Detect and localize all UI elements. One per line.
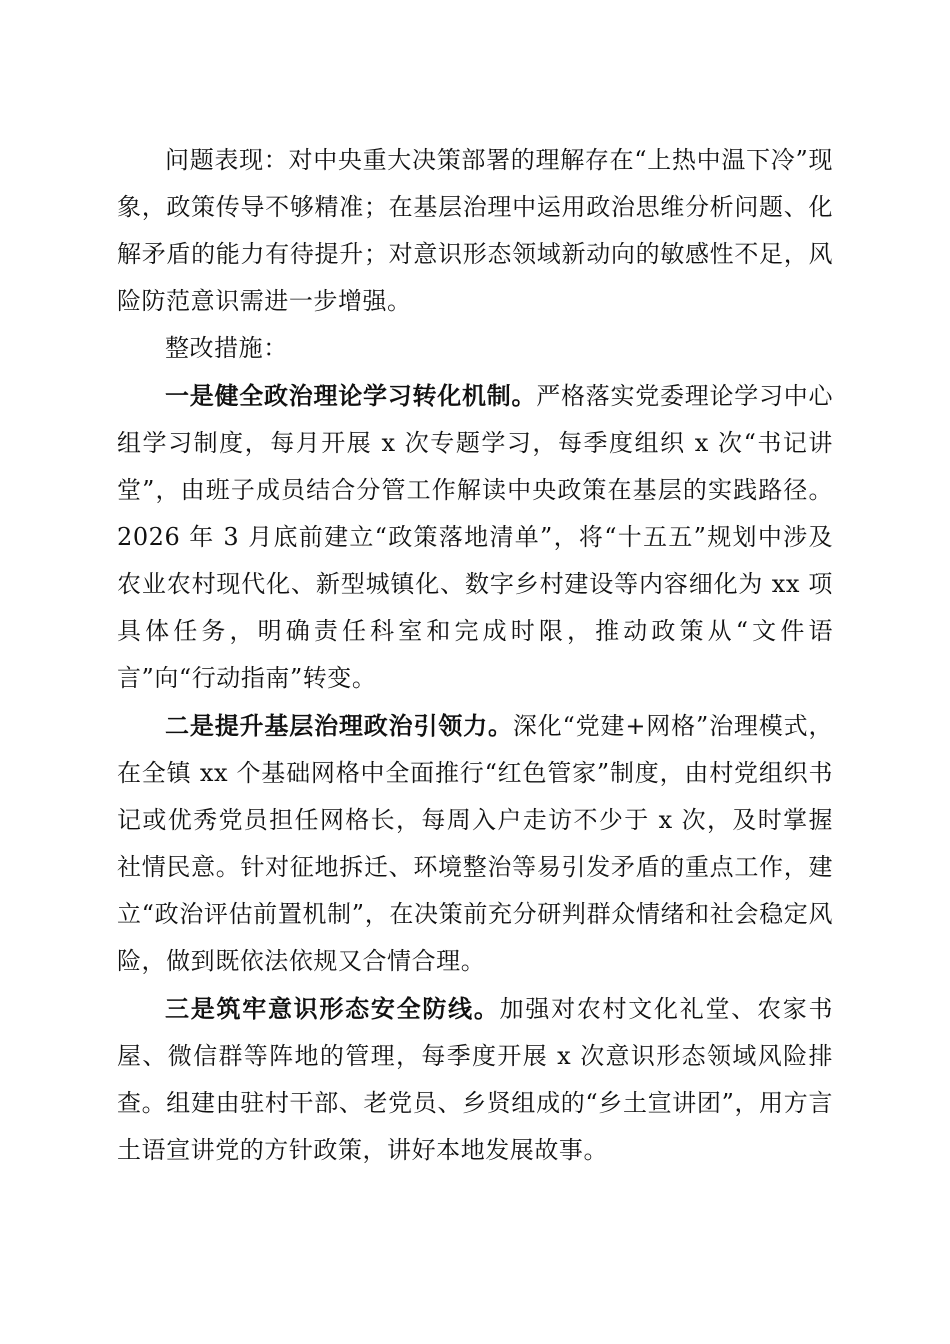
problem-paragraph: 问题表现：对中央重大决策部署的理解存在“上热中温下冷”现象，政策传导不够精准；在基层治理中运用政治思维分析问题、化解矛盾的能力有待提升；对意识形态领域新动向的敏感性不足，风险防范意识需进一步增强。 <box>117 146 833 315</box>
measure-body-1: 严格落实党委理论学习中心组学习制度，每月开展 x 次专题学习，每季度组织 x 次“书记讲堂”，由班子成员结合分管工作解读中央政策在基层的实践路径。2026 年 3 月底前建立“政策落地清单”，将“十五五”规划中涉及农业农村现代化、新型城镇化、数字乡村建设等内容细化为 xx 项具体任务，明确责任科室和完成时限，推动政策从“文件语言”向“行动指南”转变。 <box>117 382 833 692</box>
document-page <box>117 137 833 1174</box>
measure-lead-1: 一是健全政治理论学习转化机制。 <box>165 381 537 410</box>
measure-body-2: 深化“党建+网格”治理模式，在全镇 xx 个基础网格中全面推行“红色管家”制度，由村党组织书记或优秀党员担任网格长，每周入户走访不少于 x 次，及时掌握社情民意。针对征地拆迁、环境整治等易引发矛盾的重点工作，建立“政治评估前置机制”，在决策前充分研判群众情绪和社会稳定风险，做到既依法依规又合情合理。 <box>117 712 833 975</box>
measure-lead-3: 三是筑牢意识形态安全防线。 <box>165 994 500 1023</box>
measure-lead-2: 二是提升基层治理政治引领力。 <box>165 711 513 740</box>
measure-paragraph-2 <box>117 702 833 985</box>
measure-paragraph-1 <box>117 372 833 702</box>
measures-heading: 整改措施： <box>165 334 288 362</box>
measure-paragraph-3 <box>117 985 833 1174</box>
measure-body-3: 加强对农村文化礼堂、农家书屋、微信群等阵地的管理，每季度开展 x 次意识形态领域风险排查。组建由驻村干部、老党员、乡贤组成的“乡土宣讲团”，用方言土语宣讲党的方针政策，讲好本地发展故事。 <box>117 995 833 1164</box>
